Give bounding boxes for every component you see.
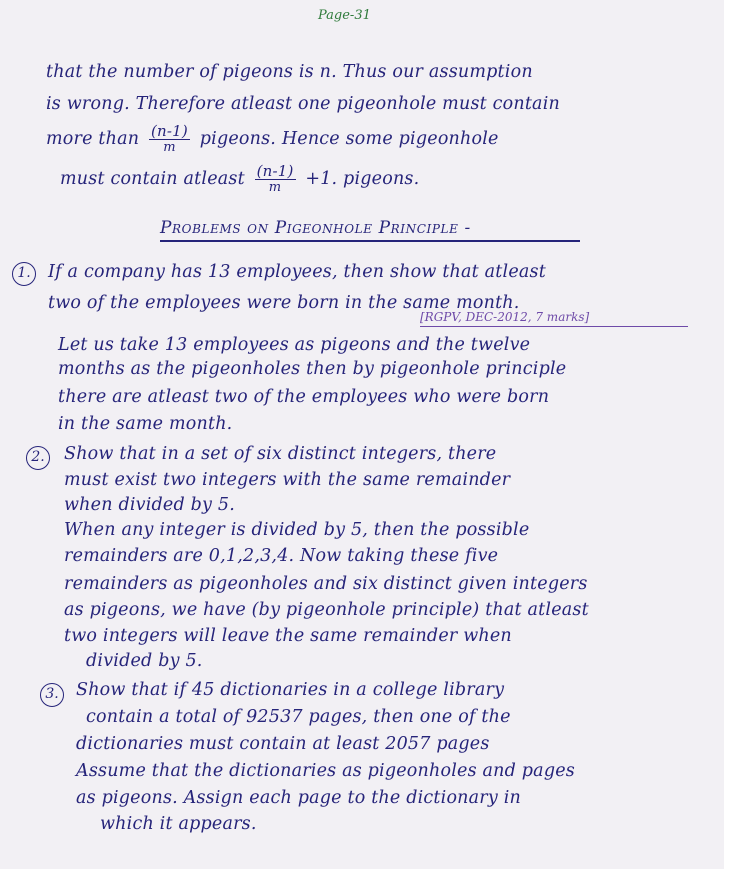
problem-3-question-line-1: Show that if 45 dictionaries in a college library: [76, 680, 505, 700]
intro-line-3-post: pigeons. Hence some pigeonhole: [199, 129, 499, 149]
intro-line-3: [46, 124, 499, 155]
problem-2-question-line-2: must exist two integers with the same remainder: [64, 470, 511, 490]
problem-3-number: 3.: [40, 683, 64, 707]
problem-1-reference: [RGPV, DEC-2012, 7 marks]: [420, 310, 590, 324]
problem-3-answer-line-1: Assume that the dictionaries as pigeonholes and pages: [76, 761, 575, 781]
fraction-denominator: m: [268, 180, 282, 195]
problem-2-question-line-3: when divided by 5.: [64, 495, 235, 515]
problem-1-answer-line-1: Let us take 13 employees as pigeons and the twelve: [58, 335, 531, 355]
problem-1-question-line-1: If a company has 13 employees, then show that atleast: [48, 262, 546, 282]
problem-2-answer-line-3: remainders as pigeonholes and six distinct given integers: [64, 574, 588, 594]
page-number: Page-31: [318, 8, 371, 23]
page-edge: [724, 0, 730, 869]
intro-line-4-post: +1. pigeons.: [305, 169, 420, 189]
problem-2-answer-line-2: remainders are 0,1,2,3,4. Now taking these five: [64, 546, 499, 566]
problem-2-number: 2.: [26, 446, 50, 470]
intro-line-1: that the number of pigeons is n. Thus our assumption: [46, 62, 533, 82]
fraction-n-minus-1-over-m-2: [255, 164, 296, 195]
problem-3-answer-line-3: which it appears.: [100, 814, 257, 834]
heading-underline: [160, 240, 580, 242]
intro-line-4: [60, 164, 419, 195]
intro-line-2: is wrong. Therefore atleast one pigeonhole must contain: [46, 94, 560, 114]
fraction-n-minus-1-over-m: [149, 124, 190, 155]
problem-2-question-line-1: Show that in a set of six distinct integers, there: [64, 444, 497, 464]
intro-line-4-pre: must contain atleast: [60, 169, 245, 189]
intro-line-3-pre: more than: [46, 129, 140, 149]
problem-2-answer-line-4: as pigeons, we have (by pigeonhole principle) that atleast: [64, 600, 589, 620]
problem-3-question-line-3: dictionaries must contain at least 2057 pages: [76, 734, 490, 754]
problem-2-answer-line-5: two integers will leave the same remainder when: [64, 626, 512, 646]
fraction-denominator: m: [163, 140, 176, 155]
problem-1-question-line-2: two of the employees were born in the same month.: [48, 293, 520, 313]
problem-2-answer-line-1: When any integer is divided by 5, then the possible: [64, 520, 530, 540]
section-heading: Problems on Pigeonhole Principle -: [160, 218, 471, 238]
fraction-numerator: (n-1): [151, 122, 188, 140]
problem-2-answer-line-6: divided by 5.: [86, 651, 203, 671]
problem-1-answer-line-2: months as the pigeonholes then by pigeonhole principle: [58, 359, 567, 379]
reference-underline: [420, 326, 688, 327]
problem-1-answer-line-4: in the same month.: [58, 414, 233, 434]
problem-3-answer-line-2: as pigeons. Assign each page to the dictionary in: [76, 788, 521, 808]
problem-1-answer-line-3: there are atleast two of the employees who were born: [58, 387, 550, 407]
fraction-numerator: (n-1): [256, 162, 294, 180]
problem-1-number: 1.: [12, 262, 36, 286]
problem-3-question-line-2: contain a total of 92537 pages, then one of the: [86, 707, 511, 727]
